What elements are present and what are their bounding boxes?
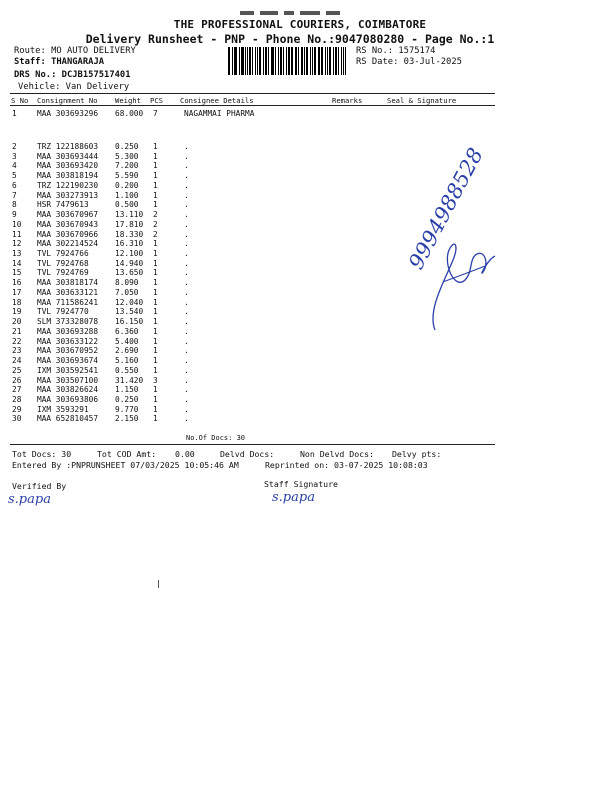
col-pcs: PCS bbox=[150, 96, 163, 105]
table-top-rule bbox=[10, 93, 495, 94]
cell-weight: 2.150 bbox=[115, 414, 139, 424]
cell-sno: 22 bbox=[12, 336, 22, 346]
runsheet-title: Delivery Runsheet - PNP - Phone No.:9047080280 - Page No.:1 bbox=[85, 32, 495, 46]
cell-consignment: MAA 303670943 bbox=[37, 219, 99, 229]
cell-consignee: . bbox=[184, 385, 189, 395]
cell-consignment: MAA 303633121 bbox=[37, 287, 99, 297]
cell-consignee: . bbox=[184, 171, 189, 181]
cell-consignment: MAA 303507100 bbox=[37, 375, 99, 385]
cell-consignment: HSR 7479613 bbox=[37, 200, 89, 210]
cell-consignment: MAA 303826624 bbox=[37, 385, 99, 395]
cell-sno: 2 bbox=[12, 142, 17, 151]
non-delvd-docs: Non Delvd Docs: bbox=[300, 449, 374, 459]
cell-consignee: . bbox=[184, 297, 189, 307]
cell-pcs: 1 bbox=[153, 307, 158, 317]
cell-sno: 17 bbox=[12, 287, 22, 297]
barcode-bar bbox=[280, 47, 283, 75]
staff-signature-label: Staff Signature bbox=[264, 479, 338, 489]
cell-consignment: MAA 303818194 bbox=[37, 171, 99, 181]
barcode-bar bbox=[239, 47, 240, 75]
cell-consignment: TRZ 122188603 bbox=[37, 142, 99, 151]
barcode-bar bbox=[343, 47, 345, 75]
cell-sno: 25 bbox=[12, 365, 22, 375]
cell-pcs: 1 bbox=[153, 287, 158, 297]
cell-consignee: . bbox=[184, 375, 189, 385]
cell-sno: 24 bbox=[12, 356, 22, 366]
cell-consignment: MAA 302214524 bbox=[37, 239, 99, 249]
cell-sno: 6 bbox=[12, 180, 17, 190]
cell-consignee: NAGAMMAI PHARMA bbox=[184, 109, 255, 118]
tot-cod-value: 0.00 bbox=[175, 449, 195, 459]
cell-consignment: TVL 7924770 bbox=[37, 307, 89, 317]
cell-sno: 16 bbox=[12, 278, 22, 288]
cell-sno: 30 bbox=[12, 414, 22, 424]
cell-pcs: 1 bbox=[153, 161, 158, 171]
cell-consignee: . bbox=[184, 151, 189, 161]
barcode-bar bbox=[304, 47, 305, 75]
barcode-bar bbox=[341, 47, 342, 75]
cell-pcs: 1 bbox=[153, 239, 158, 249]
cell-sno: 3 bbox=[12, 151, 17, 161]
cell-weight: 9.770 bbox=[115, 404, 139, 414]
cell-consignment: MAA 303670966 bbox=[37, 229, 99, 239]
verified-by-label: Verified By bbox=[12, 481, 67, 491]
cell-consignment: MAA 303273913 bbox=[37, 190, 99, 200]
cell-weight: 31.420 bbox=[115, 375, 144, 385]
cell-weight: 0.250 bbox=[115, 394, 139, 404]
cell-pcs: 1 bbox=[153, 394, 158, 404]
cell-consignee: . bbox=[184, 268, 189, 278]
barcode-bar bbox=[345, 47, 346, 75]
cell-consignment: MAA 303693806 bbox=[37, 394, 99, 404]
cell-weight: 12.100 bbox=[115, 249, 144, 259]
cell-weight: 8.090 bbox=[115, 278, 139, 288]
cell-weight: 18.330 bbox=[115, 229, 144, 239]
cell-weight: 68.000 bbox=[115, 109, 144, 118]
cell-consignment: MAA 303670952 bbox=[37, 346, 99, 356]
cell-weight: 5.590 bbox=[115, 171, 139, 181]
cell-consignee: . bbox=[184, 219, 189, 229]
barcode-bar bbox=[295, 47, 296, 75]
cell-sno: 1 bbox=[12, 109, 17, 118]
cell-consignee: . bbox=[184, 210, 189, 220]
delvy-pts: Delvy pts: bbox=[392, 449, 442, 459]
cell-pcs: 2 bbox=[153, 219, 158, 229]
barcode-bar bbox=[257, 47, 258, 75]
cell-consignment: TRZ 122190230 bbox=[37, 180, 99, 190]
barcode-bar bbox=[247, 47, 248, 75]
staff-handwritten-signature: s.papa bbox=[272, 490, 315, 505]
cell-consignment: SLM 373328078 bbox=[37, 317, 99, 327]
barcode-bar bbox=[298, 47, 299, 75]
cell-consignee: . bbox=[184, 190, 189, 200]
cell-sno: 26 bbox=[12, 375, 22, 385]
cell-sno: 9 bbox=[12, 210, 17, 220]
barcode-bar bbox=[235, 47, 237, 75]
barcode-bar bbox=[268, 47, 269, 75]
cell-pcs: 7 bbox=[153, 109, 158, 118]
entered-by: Entered By :PNPRUNSHEET 07/03/2025 10:05:46 AM bbox=[12, 460, 239, 470]
cell-consignee: . bbox=[184, 278, 189, 288]
cell-consignment: IXM 303592541 bbox=[37, 365, 99, 375]
cell-sno: 7 bbox=[12, 190, 17, 200]
cell-pcs: 1 bbox=[153, 317, 158, 327]
barcode-bar bbox=[263, 47, 264, 75]
col-consignee: Consignee Details bbox=[180, 96, 254, 105]
barcode-bar bbox=[318, 47, 319, 75]
barcode-bar bbox=[325, 47, 326, 75]
cell-consignee: . bbox=[184, 258, 189, 268]
cell-sno: 5 bbox=[12, 171, 17, 181]
cell-sno: 18 bbox=[12, 297, 22, 307]
cell-pcs: 1 bbox=[153, 365, 158, 375]
cell-weight: 16.150 bbox=[115, 317, 144, 327]
cell-consignment: IXM 3593291 bbox=[37, 404, 89, 414]
cell-pcs: 1 bbox=[153, 268, 158, 278]
barcode-bar bbox=[228, 47, 230, 75]
cell-consignee: . bbox=[184, 161, 189, 171]
col-weight: Weight bbox=[115, 96, 141, 105]
rs-date: RS Date: 03-Jul-2025 bbox=[356, 57, 462, 67]
cell-sno: 13 bbox=[12, 249, 22, 259]
cell-consignment: MAA 711586241 bbox=[37, 297, 99, 307]
handwritten-phone-number: 9994988528 bbox=[404, 144, 488, 274]
cell-pcs: 1 bbox=[153, 200, 158, 210]
cell-consignment: MAA 303693296 bbox=[37, 109, 99, 118]
cell-consignee: . bbox=[184, 180, 189, 190]
barcode-bar bbox=[265, 47, 267, 75]
cell-pcs: 1 bbox=[153, 414, 158, 424]
barcode-bar bbox=[296, 47, 297, 75]
cell-pcs: 2 bbox=[153, 210, 158, 220]
cell-pcs: 1 bbox=[153, 258, 158, 268]
barcode-bar bbox=[327, 47, 328, 75]
cell-consignment: MAA 303693674 bbox=[37, 356, 99, 366]
cell-pcs: 1 bbox=[153, 326, 158, 336]
col-sno: S No bbox=[11, 96, 29, 105]
staff-label: Staff: THANGARAJA bbox=[14, 57, 105, 67]
cell-weight: 1.150 bbox=[115, 385, 139, 395]
barcode-bar bbox=[278, 47, 279, 75]
barcode-bar bbox=[338, 47, 339, 75]
barcode-bar bbox=[259, 47, 262, 75]
vehicle-label: Vehicle: Van Delivery bbox=[18, 82, 130, 92]
cell-sno: 19 bbox=[12, 307, 22, 317]
cell-sno: 4 bbox=[12, 161, 17, 171]
barcode-bar bbox=[283, 47, 284, 75]
cell-consignment: TVL 7924766 bbox=[37, 249, 89, 259]
barcode-bar bbox=[234, 47, 235, 75]
no-of-docs: No.Of Docs: 30 bbox=[186, 434, 246, 442]
drs-number: DRS No.: DCJB157517401 bbox=[14, 70, 131, 80]
cell-weight: 7.050 bbox=[115, 287, 139, 297]
barcode-bar bbox=[306, 47, 309, 75]
cell-consignee: . bbox=[184, 356, 189, 366]
col-seal-signature: Seal & Signature bbox=[387, 96, 457, 105]
cell-pcs: 1 bbox=[153, 346, 158, 356]
tot-cod-label: Tot COD Amt: bbox=[97, 449, 157, 459]
barcode-image bbox=[228, 47, 348, 75]
cell-sno: 29 bbox=[12, 404, 22, 414]
cell-consignment: MAA 303693444 bbox=[37, 151, 99, 161]
cell-pcs: 1 bbox=[153, 404, 158, 414]
cell-sno: 28 bbox=[12, 394, 22, 404]
cell-pcs: 1 bbox=[153, 151, 158, 161]
cell-pcs: 1 bbox=[153, 180, 158, 190]
barcode-bar bbox=[275, 47, 276, 75]
cell-consignee: . bbox=[184, 239, 189, 249]
cell-consignee: . bbox=[184, 142, 189, 151]
barcode-bar bbox=[321, 47, 323, 75]
cell-weight: 7.200 bbox=[115, 161, 139, 171]
cell-consignee: . bbox=[184, 229, 189, 239]
cell-weight: 5.300 bbox=[115, 151, 139, 161]
barcode-bar bbox=[252, 47, 253, 75]
barcode-bar bbox=[301, 47, 303, 75]
cell-consignee: . bbox=[184, 317, 189, 327]
barcode-bar bbox=[288, 47, 290, 75]
cell-weight: 13.110 bbox=[115, 210, 144, 220]
cell-consignee: . bbox=[184, 404, 189, 414]
cell-consignee: . bbox=[184, 336, 189, 346]
cell-sno: 23 bbox=[12, 346, 22, 356]
cell-consignment: MAA 303693420 bbox=[37, 161, 99, 171]
cell-weight: 0.500 bbox=[115, 200, 139, 210]
cell-consignee: . bbox=[184, 346, 189, 356]
barcode-bar bbox=[312, 47, 313, 75]
tot-docs: Tot Docs: 30 bbox=[12, 449, 72, 459]
col-consignment: Consignment No bbox=[37, 96, 98, 105]
cell-pcs: 1 bbox=[153, 278, 158, 288]
barcode-bar bbox=[333, 47, 334, 75]
barcode-bar bbox=[255, 47, 256, 75]
barcode-bar bbox=[319, 47, 320, 75]
cell-pcs: 1 bbox=[153, 385, 158, 395]
cell-weight: 0.250 bbox=[115, 142, 139, 151]
cell-pcs: 1 bbox=[153, 356, 158, 366]
cell-consignment: MAA 303633122 bbox=[37, 336, 99, 346]
cell-sno: 20 bbox=[12, 317, 22, 327]
cell-consignment: TVL 7924769 bbox=[37, 268, 89, 278]
barcode-bar bbox=[291, 47, 293, 75]
table-header-rule bbox=[10, 105, 495, 106]
barcode-bar bbox=[314, 47, 316, 75]
cell-weight: 1.100 bbox=[115, 190, 139, 200]
cell-weight: 2.690 bbox=[115, 346, 139, 356]
cell-sno: 15 bbox=[12, 268, 22, 278]
cell-sno: 14 bbox=[12, 258, 22, 268]
cell-consignee: . bbox=[184, 249, 189, 259]
cell-weight: 14.940 bbox=[115, 258, 144, 268]
cell-consignee: . bbox=[184, 394, 189, 404]
barcode-bar bbox=[249, 47, 251, 75]
cell-weight: 13.540 bbox=[115, 307, 144, 317]
cell-consignment: MAA 303693288 bbox=[37, 326, 99, 336]
barcode-bar bbox=[310, 47, 311, 75]
cell-consignee: . bbox=[184, 326, 189, 336]
cell-consignee: . bbox=[184, 287, 189, 297]
verified-signature: s.papa bbox=[8, 492, 51, 507]
cell-weight: 12.040 bbox=[115, 297, 144, 307]
cell-consignment: MAA 303670967 bbox=[37, 210, 99, 220]
cell-consignee: . bbox=[184, 414, 189, 424]
cell-weight: 16.310 bbox=[115, 239, 144, 249]
cell-weight: 13.650 bbox=[115, 268, 144, 278]
cell-consignee: . bbox=[184, 307, 189, 317]
route-label: Route: MO AUTO DELIVERY bbox=[14, 46, 136, 56]
barcode-bar bbox=[245, 47, 246, 75]
barcode-bar bbox=[335, 47, 337, 75]
scan-edge-marks bbox=[240, 0, 370, 5]
barcode-bar bbox=[286, 47, 287, 75]
cell-consignee: . bbox=[184, 365, 189, 375]
cell-pcs: 1 bbox=[153, 336, 158, 346]
col-remarks: Remarks bbox=[332, 96, 363, 105]
cell-pcs: 1 bbox=[153, 171, 158, 181]
table-bottom-rule bbox=[10, 444, 495, 445]
cell-sno: 12 bbox=[12, 239, 22, 249]
cell-weight: 6.360 bbox=[115, 326, 139, 336]
cell-weight: 5.160 bbox=[115, 356, 139, 366]
cell-sno: 11 bbox=[12, 229, 22, 239]
cell-sno: 27 bbox=[12, 385, 22, 395]
cell-sno: 10 bbox=[12, 219, 22, 229]
company-title: THE PROFESSIONAL COURIERS, COIMBATORE bbox=[173, 18, 427, 31]
barcode-bar bbox=[232, 47, 233, 75]
barcode-bar bbox=[272, 47, 274, 75]
cell-sno: 21 bbox=[12, 326, 22, 336]
delvd-docs: Delvd Docs: bbox=[220, 449, 275, 459]
barcode-bar bbox=[329, 47, 332, 75]
cell-weight: 0.550 bbox=[115, 365, 139, 375]
cell-consignment: TVL 7924768 bbox=[37, 258, 89, 268]
cell-pcs: 3 bbox=[153, 375, 158, 385]
cell-pcs: 1 bbox=[153, 297, 158, 307]
cell-pcs: 1 bbox=[153, 249, 158, 259]
cell-consignment: MAA 303818174 bbox=[37, 278, 99, 288]
cell-weight: 0.200 bbox=[115, 180, 139, 190]
reprinted-on: Reprinted on: 03-07-2025 10:08:03 bbox=[265, 460, 428, 470]
cell-weight: 5.400 bbox=[115, 336, 139, 346]
scan-speck bbox=[158, 580, 159, 588]
cell-pcs: 1 bbox=[153, 142, 158, 151]
barcode-bar bbox=[271, 47, 272, 75]
cell-consignment: MAA 652810457 bbox=[37, 414, 99, 424]
cell-weight: 17.810 bbox=[115, 219, 144, 229]
cell-pcs: 1 bbox=[153, 190, 158, 200]
cell-sno: 8 bbox=[12, 200, 17, 210]
barcode-bar bbox=[241, 47, 244, 75]
rs-number: RS No.: 1575174 bbox=[356, 46, 436, 56]
cell-consignee: . bbox=[184, 200, 189, 210]
cell-pcs: 2 bbox=[153, 229, 158, 239]
